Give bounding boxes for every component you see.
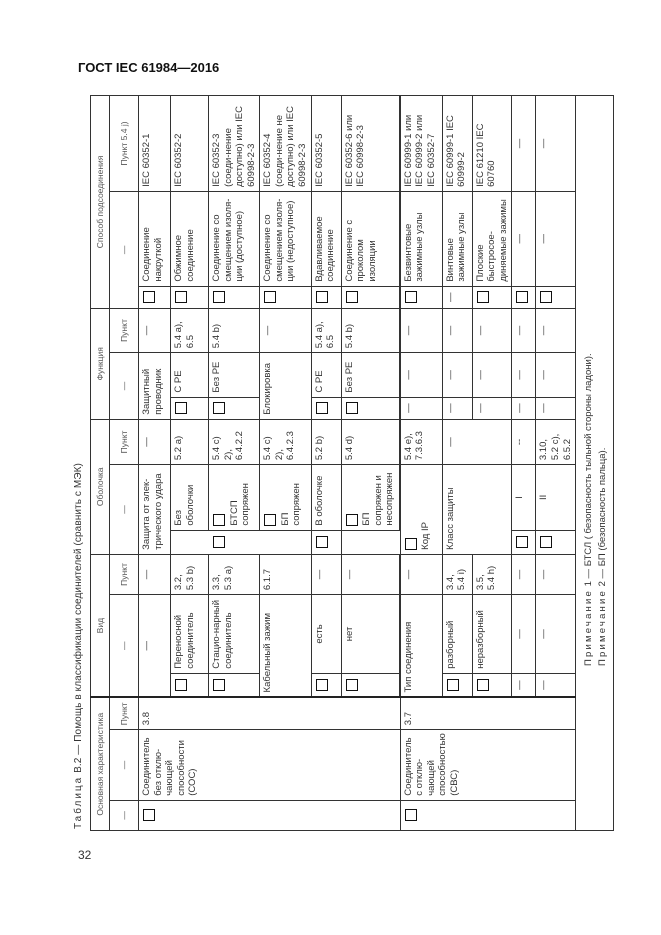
conn-idc-accessible: Соединение со смещением изоля-ции (доступное) (209, 191, 260, 286)
kind-dash: — (512, 554, 536, 594)
function-dash: — (536, 308, 576, 352)
checkbox[interactable] (175, 402, 187, 414)
conn-piercing-std: IEC 60352-6 или IEC 60998-2-3 (341, 96, 399, 192)
checkbox[interactable] (477, 291, 489, 303)
connection-dash: — (512, 96, 536, 192)
function-dash: — (400, 353, 442, 397)
checkbox[interactable] (516, 536, 528, 548)
kind-dash-clause: — (139, 554, 171, 594)
checkbox[interactable] (405, 538, 417, 550)
coc-clause: 3.8 (139, 697, 401, 729)
function-dash: — (472, 353, 512, 397)
cbc-label: Соединитель с отклю-чающей способностью (СВС) (400, 730, 575, 801)
sub-dash: — (110, 353, 139, 420)
checkbox[interactable] (447, 679, 459, 691)
checkbox[interactable] (346, 679, 358, 691)
sub-clause: Пункт (110, 308, 139, 352)
checkbox[interactable] (346, 291, 358, 303)
non-detachable-checkbox-cell[interactable] (472, 673, 512, 697)
protective-clause: — (139, 308, 171, 352)
conn-idc-inaccessible-std: IEC 60352-4 (соеди-нение не доступно) или IEC 60998-2-3 (260, 96, 311, 192)
without-pe-checkbox-cell[interactable] (209, 397, 260, 419)
note-2 (596, 102, 610, 666)
conn-flat-quick-std: IEC 61210 IEC 60760 (472, 96, 512, 192)
function-dash: — (400, 308, 442, 352)
function-dash: — (442, 353, 472, 397)
sub-dash: — (110, 800, 139, 830)
bp-both-label: БП сопряжен и несопряжен (361, 472, 396, 526)
kind-cable-clamp-clause: 6.1.7 (260, 554, 311, 594)
ip-code-label: Код IP (420, 522, 432, 550)
checkbox[interactable] (316, 679, 328, 691)
kind-dash: — (536, 554, 576, 594)
without-pe-2-clause: 5.4 b) (341, 308, 399, 352)
extra-checkbox-cell-2[interactable] (536, 286, 576, 308)
rotated-table-block (68, 0, 609, 831)
checkbox[interactable] (540, 536, 552, 548)
detachable-checkbox-cell[interactable] (442, 673, 472, 697)
sub-clause: Пункт (110, 697, 139, 729)
kind-cable-clamp: Кабельный зажим (260, 595, 311, 698)
interlock-clause: — (260, 308, 311, 352)
conn-crimp: Обжимное соединение (171, 191, 209, 286)
btsp-clause: 5.4 c) 2), 6.4.2.2 (209, 419, 260, 464)
in-enclosure-clause: 5.2 b) (311, 419, 341, 464)
btsp-mated-label: БТСП сопряжен (228, 483, 252, 526)
extra-checkbox-cell-1[interactable] (512, 286, 536, 308)
coc-label: Соединитель без отклю-чающей способности (СОС) (139, 730, 401, 801)
portable-checkbox-cell[interactable] (171, 673, 209, 697)
sub-dash: — (110, 191, 139, 308)
protection-class-clause: — (442, 419, 512, 464)
note-1 (582, 102, 596, 666)
kind-non-detachable-clause: 3.5, 5.4 h) (472, 554, 512, 594)
checkbox[interactable] (213, 291, 225, 303)
table-row (139, 96, 171, 831)
kind-dash: — (512, 595, 536, 674)
note-2-label: Примечание (597, 589, 609, 666)
checkbox[interactable] (346, 402, 358, 414)
checkbox[interactable] (213, 536, 225, 548)
cbc-clause: 3.7 (400, 697, 575, 729)
idc-accessible-checkbox-cell[interactable] (209, 286, 260, 308)
function-dash: — (472, 308, 512, 352)
checkbox[interactable] (477, 679, 489, 691)
no-enclosure-clause: 5.2 a) (171, 419, 209, 464)
checkbox[interactable] (175, 291, 187, 303)
with-pe-clause: 5.4 a), 6.5 (171, 308, 209, 352)
conn-flat-quick: Плоские быстросое-диняемые зажимы (472, 191, 512, 286)
stationary-checkbox-cell[interactable] (209, 673, 260, 697)
conn-screwless: Безвинтовые зажимные узлы (400, 191, 442, 286)
ip-code (400, 465, 442, 555)
kind-yes-clause: — (311, 554, 341, 594)
checkbox[interactable] (316, 402, 328, 414)
function-dash: — (512, 308, 536, 352)
coc-checkbox-cell[interactable] (139, 800, 401, 830)
checkbox[interactable] (405, 809, 417, 821)
group-function: Функция (91, 308, 110, 419)
enclosure-spacer (171, 530, 312, 554)
kind-portable: Переносной соединитель (171, 595, 209, 674)
group-main: Основная характеристика (91, 697, 110, 830)
group-enclosure: Оболочка (91, 419, 110, 554)
sub-clause-54j: Пункт 5.4 j) (110, 96, 139, 192)
without-pe-clause: 5.4 b) (209, 308, 260, 352)
bp-mated (260, 465, 311, 531)
class-ii-checkbox-cell[interactable] (536, 530, 576, 554)
checkbox[interactable] (405, 291, 417, 303)
class-i: I (512, 465, 536, 531)
bp-mated-clause: 5.4 c) 2), 6.4.2.3 (260, 419, 311, 464)
in-enclosure: В оболочке (311, 465, 341, 531)
document-header: ГОСТ IEC 61984—2016 (78, 60, 220, 75)
kind-non-detachable: неразборный (472, 595, 512, 674)
note-1-label: Примечание (583, 589, 595, 666)
yes-checkbox-cell[interactable] (311, 673, 341, 697)
bp-both-clause: 5.4 d) (341, 419, 399, 464)
kind-detachable: разборный (442, 595, 472, 674)
checkbox[interactable] (213, 679, 225, 691)
table-caption (68, 0, 90, 831)
checkbox[interactable] (143, 809, 155, 821)
sub-header-row (110, 96, 139, 831)
kind-conn-type-clause: — (400, 554, 442, 594)
connection-dash: — (536, 96, 576, 192)
checkbox[interactable] (316, 291, 328, 303)
bp-both (341, 465, 399, 531)
with-pe: С РЕ (171, 353, 209, 397)
class-i-clause: -- (512, 419, 536, 464)
checkbox[interactable] (316, 536, 328, 548)
conn-crimp-std: IEC 60352-2 (171, 96, 209, 192)
protective-conductor: Защитный проводник (139, 353, 171, 420)
kind-conn-type: Тип соединения (400, 595, 442, 698)
kind-no-clause: — (341, 554, 399, 594)
screwless-checkbox-cell[interactable] (400, 286, 442, 308)
conn-screw-clamp-std: IEC 60999-1 IEC 60999-2 (442, 96, 472, 192)
flat-quick-checkbox-cell[interactable] (472, 286, 512, 308)
press-in-checkbox-cell[interactable] (311, 286, 341, 308)
without-pe2-checkbox-cell[interactable] (341, 397, 399, 419)
page-number: 32 (78, 848, 92, 862)
shock-protection: Защита от элек-трического удара (139, 465, 171, 555)
kind-detachable-clause: 3.4, 5.4 i) (442, 554, 472, 594)
shock-clause: — (139, 419, 171, 464)
connection-dash: — (442, 286, 472, 308)
group-kind: Вид (91, 554, 110, 697)
checkbox[interactable] (175, 679, 187, 691)
checkbox[interactable] (264, 514, 276, 526)
with-pe-2-clause: 5.4 a), 6.5 (311, 308, 341, 352)
function-dash: — (536, 397, 576, 419)
kind-no: нет (341, 595, 399, 674)
checkbox[interactable] (264, 291, 276, 303)
with-pe2-checkbox-cell[interactable] (311, 397, 341, 419)
checkbox[interactable] (516, 291, 528, 303)
function-dash: — (442, 397, 472, 419)
table-notes (576, 95, 614, 831)
connection-dash: — (536, 191, 576, 286)
function-dash: — (472, 397, 512, 419)
conn-screw-clamp: Винтовые зажимные узлы (442, 191, 472, 286)
sub-clause: Пункт (110, 554, 139, 594)
kind-portable-clause: 3.2, 5.3 b) (171, 554, 209, 594)
kind-yes: есть (311, 595, 341, 674)
piercing-checkbox-cell[interactable] (341, 286, 399, 308)
conn-screw: Соединение накруткой (139, 191, 171, 286)
caption-prefix: Таблица (73, 775, 84, 829)
kind-dash: — (536, 673, 576, 697)
conn-screw-std: IEC 60352-1 (139, 96, 171, 192)
no-enclosure: Без оболочки (171, 465, 209, 531)
function-dash: — (512, 353, 536, 397)
class-i-checkbox-cell[interactable] (512, 530, 536, 554)
function-dash: — (512, 397, 536, 419)
checkbox[interactable] (540, 291, 552, 303)
connection-dash: — (512, 191, 536, 286)
checkbox[interactable] (213, 514, 225, 526)
sub-dash: — (110, 465, 139, 555)
group-header-row (91, 96, 110, 831)
function-dash: — (442, 308, 472, 352)
conn-piercing: Соединение с проколом изоляции (341, 191, 399, 286)
conn-idc-accessible-std: IEC 60352-3 (соеди-нение доступно) или IEC 60998-2-3 (209, 96, 260, 192)
class-ii: II (536, 465, 576, 531)
sub-dash: — (110, 595, 139, 698)
crimp-checkbox-cell[interactable] (171, 286, 209, 308)
without-pe: Без РЕ (209, 353, 260, 397)
kind-dash: — (536, 595, 576, 674)
cbc-checkbox-cell[interactable] (400, 800, 575, 830)
group-connection: Способ подсоединения (91, 96, 110, 309)
idc-inaccessible-checkbox-cell[interactable] (260, 286, 311, 308)
interlock: Блокировка (260, 353, 311, 420)
no-checkbox-cell[interactable] (341, 673, 399, 697)
with-pe-checkbox-cell[interactable] (171, 397, 209, 419)
table-row (400, 96, 442, 831)
sub-dash: — (110, 730, 139, 801)
protection-class: Класс защиты (442, 465, 512, 555)
conn-press-in: Вдавливаемое соединение (311, 191, 341, 286)
screw-checkbox-cell[interactable] (139, 286, 171, 308)
checkbox[interactable] (213, 402, 225, 414)
with-pe-2: С РЕ (311, 353, 341, 397)
sub-clause: Пункт (110, 419, 139, 464)
ip-clause: 5.4 e), 7.3.6.3 (400, 419, 442, 464)
kind-stationary-clause: 3.3, 5.3 a) (209, 554, 260, 594)
bp-mated-label: БП сопряжен (279, 483, 303, 526)
conn-screwless-std: IEC 60999-1 или IEC 60999-2 или IEC 60352-7 (400, 96, 442, 192)
kind-stationary: Стацио-нарный соединитель (209, 595, 260, 674)
enclosure-spacer-2 (341, 530, 400, 554)
function-dash: — (536, 353, 576, 397)
kind-dash: — (139, 595, 171, 698)
class-ii-clause: 3.10, 5.2 c), 6.5.2 (536, 419, 576, 464)
function-dash: — (400, 397, 442, 419)
caption-text: В.2 — Помощь в классификации соединителей (сравнить с МЭК) (73, 463, 84, 776)
conn-press-in-std: IEC 60352-5 (311, 96, 341, 192)
checkbox[interactable] (143, 291, 155, 303)
classification-table (90, 95, 576, 831)
conn-idc-inaccessible: Соединение со смещением изоля-ции (недоступное) (260, 191, 311, 286)
in-enclosure-checkbox-cell[interactable] (311, 530, 341, 554)
without-pe-2: Без РЕ (341, 353, 399, 397)
kind-dash: — (512, 673, 536, 697)
note-2-text: 2 — БП (безопасность пальца). (597, 447, 609, 589)
checkbox[interactable] (346, 514, 358, 526)
btsp-mated (209, 465, 260, 531)
note-1-text: 1 — БТСЛ ( безопасность тыльной стороны ладони). (583, 353, 595, 589)
